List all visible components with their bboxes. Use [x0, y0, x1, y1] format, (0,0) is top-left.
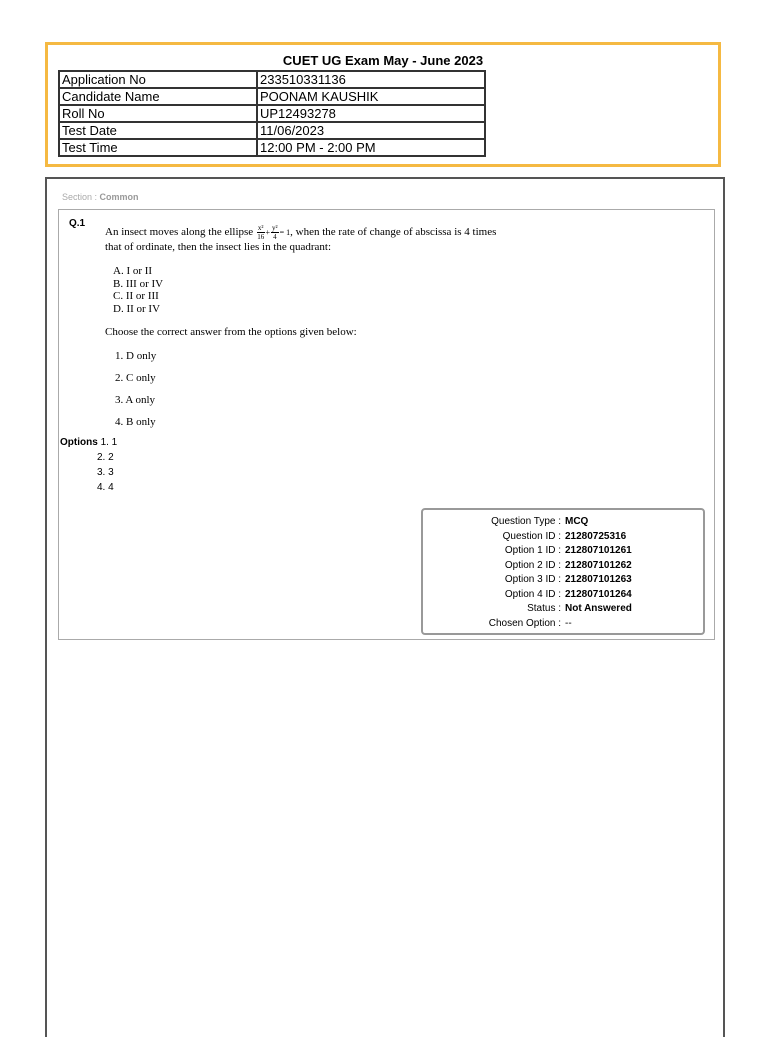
- meta-value: 212807101264: [565, 588, 632, 600]
- meta-value: 212807101261: [565, 545, 632, 556]
- option-item: 2. 2: [97, 452, 114, 463]
- list-item: C. II or III: [113, 290, 159, 302]
- roll-no-value: UP12493278: [257, 105, 485, 122]
- fraction-x-num: x²: [257, 224, 264, 232]
- question-panel: [58, 209, 715, 640]
- application-no-label: Application No: [59, 71, 257, 88]
- list-item: B. III or IV: [113, 277, 164, 290]
- table-row: [59, 71, 485, 88]
- meta-row: [423, 544, 703, 558]
- test-time-label: Test Time: [59, 139, 257, 156]
- fraction-y-den: 4: [273, 233, 277, 241]
- candidate-name-value: POONAM KAUSHIK: [257, 88, 485, 105]
- answer-choices: [115, 349, 156, 437]
- meta-value: 212807101263: [565, 574, 632, 585]
- meta-key: Option 3 ID :: [504, 574, 561, 585]
- question-number: Q.1: [69, 218, 86, 229]
- table-row: [59, 122, 485, 139]
- fraction-x-den: 16: [257, 233, 265, 241]
- table-row: [59, 139, 485, 156]
- option-item: 4. 4: [97, 482, 114, 493]
- meta-key: Option 2 ID :: [504, 559, 561, 571]
- quadrant-options: [113, 265, 163, 315]
- test-date-value: 11/06/2023: [257, 122, 485, 139]
- candidate-header: [45, 42, 721, 167]
- test-time-value: 12:00 PM - 2:00 PM: [257, 139, 485, 156]
- fraction-y: [271, 224, 279, 241]
- meta-key: Status :: [527, 603, 561, 614]
- options-label: Options: [60, 437, 98, 448]
- meta-key: Option 1 ID :: [504, 545, 561, 556]
- question-text-line2: that of ordinate, then the insect lies in the quadrant:: [105, 241, 332, 253]
- response-sheet-frame: [45, 177, 725, 1037]
- table-row: [59, 88, 485, 105]
- roll-no-label: Roll No: [59, 105, 257, 122]
- meta-key: Question Type :: [491, 516, 561, 527]
- meta-key: Question ID :: [502, 530, 561, 542]
- test-date-label: Test Date: [59, 122, 257, 139]
- meta-value: 21280725316: [565, 530, 627, 542]
- options-label-row: [60, 437, 117, 448]
- meta-value: --: [565, 617, 572, 629]
- question-text-start: An insect moves along the ellipse: [105, 226, 254, 239]
- list-item: A. I or II: [113, 265, 153, 277]
- equals-one: = 1: [279, 228, 291, 238]
- choose-instruction: Choose the correct answer from the options given below:: [105, 326, 357, 338]
- meta-row: [423, 530, 703, 544]
- meta-row: [423, 515, 703, 529]
- section-label: [62, 192, 139, 202]
- question-meta-box: [421, 508, 705, 635]
- meta-row: [423, 573, 703, 587]
- list-item: 4. B only: [115, 416, 156, 428]
- list-item: D. II or IV: [113, 302, 161, 315]
- application-no-value: 233510331136: [257, 71, 485, 88]
- candidate-name-label: Candidate Name: [59, 88, 257, 105]
- meta-key: Chosen Option :: [488, 617, 561, 629]
- question-text: [105, 224, 585, 254]
- candidate-info-table: [59, 71, 485, 156]
- meta-key: Option 4 ID :: [504, 588, 561, 600]
- meta-row: [423, 617, 703, 631]
- option-item: 1. 1: [100, 437, 118, 448]
- meta-value: 212807101262: [565, 559, 632, 571]
- meta-value: Not Answered: [565, 603, 632, 614]
- list-item: 3. A only: [115, 394, 156, 406]
- list-item: 1. D only: [115, 350, 157, 362]
- fraction-y-num: y²: [272, 224, 278, 232]
- plus-sign: +: [265, 228, 271, 238]
- meta-row: [423, 602, 703, 616]
- question-text-end: , when the rate of change of abscissa is 4 times: [290, 226, 497, 239]
- table-row: [59, 105, 485, 122]
- fraction-x: [257, 224, 265, 241]
- exam-title: CUET UG Exam May - June 2023: [282, 53, 484, 68]
- meta-row: [423, 559, 703, 573]
- list-item: 2. C only: [115, 372, 156, 384]
- section-prefix: Section :: [62, 192, 98, 202]
- section-name: Common: [99, 192, 139, 202]
- option-item: 3. 3: [97, 467, 114, 478]
- meta-row: [423, 588, 703, 602]
- meta-value: MCQ: [565, 516, 589, 527]
